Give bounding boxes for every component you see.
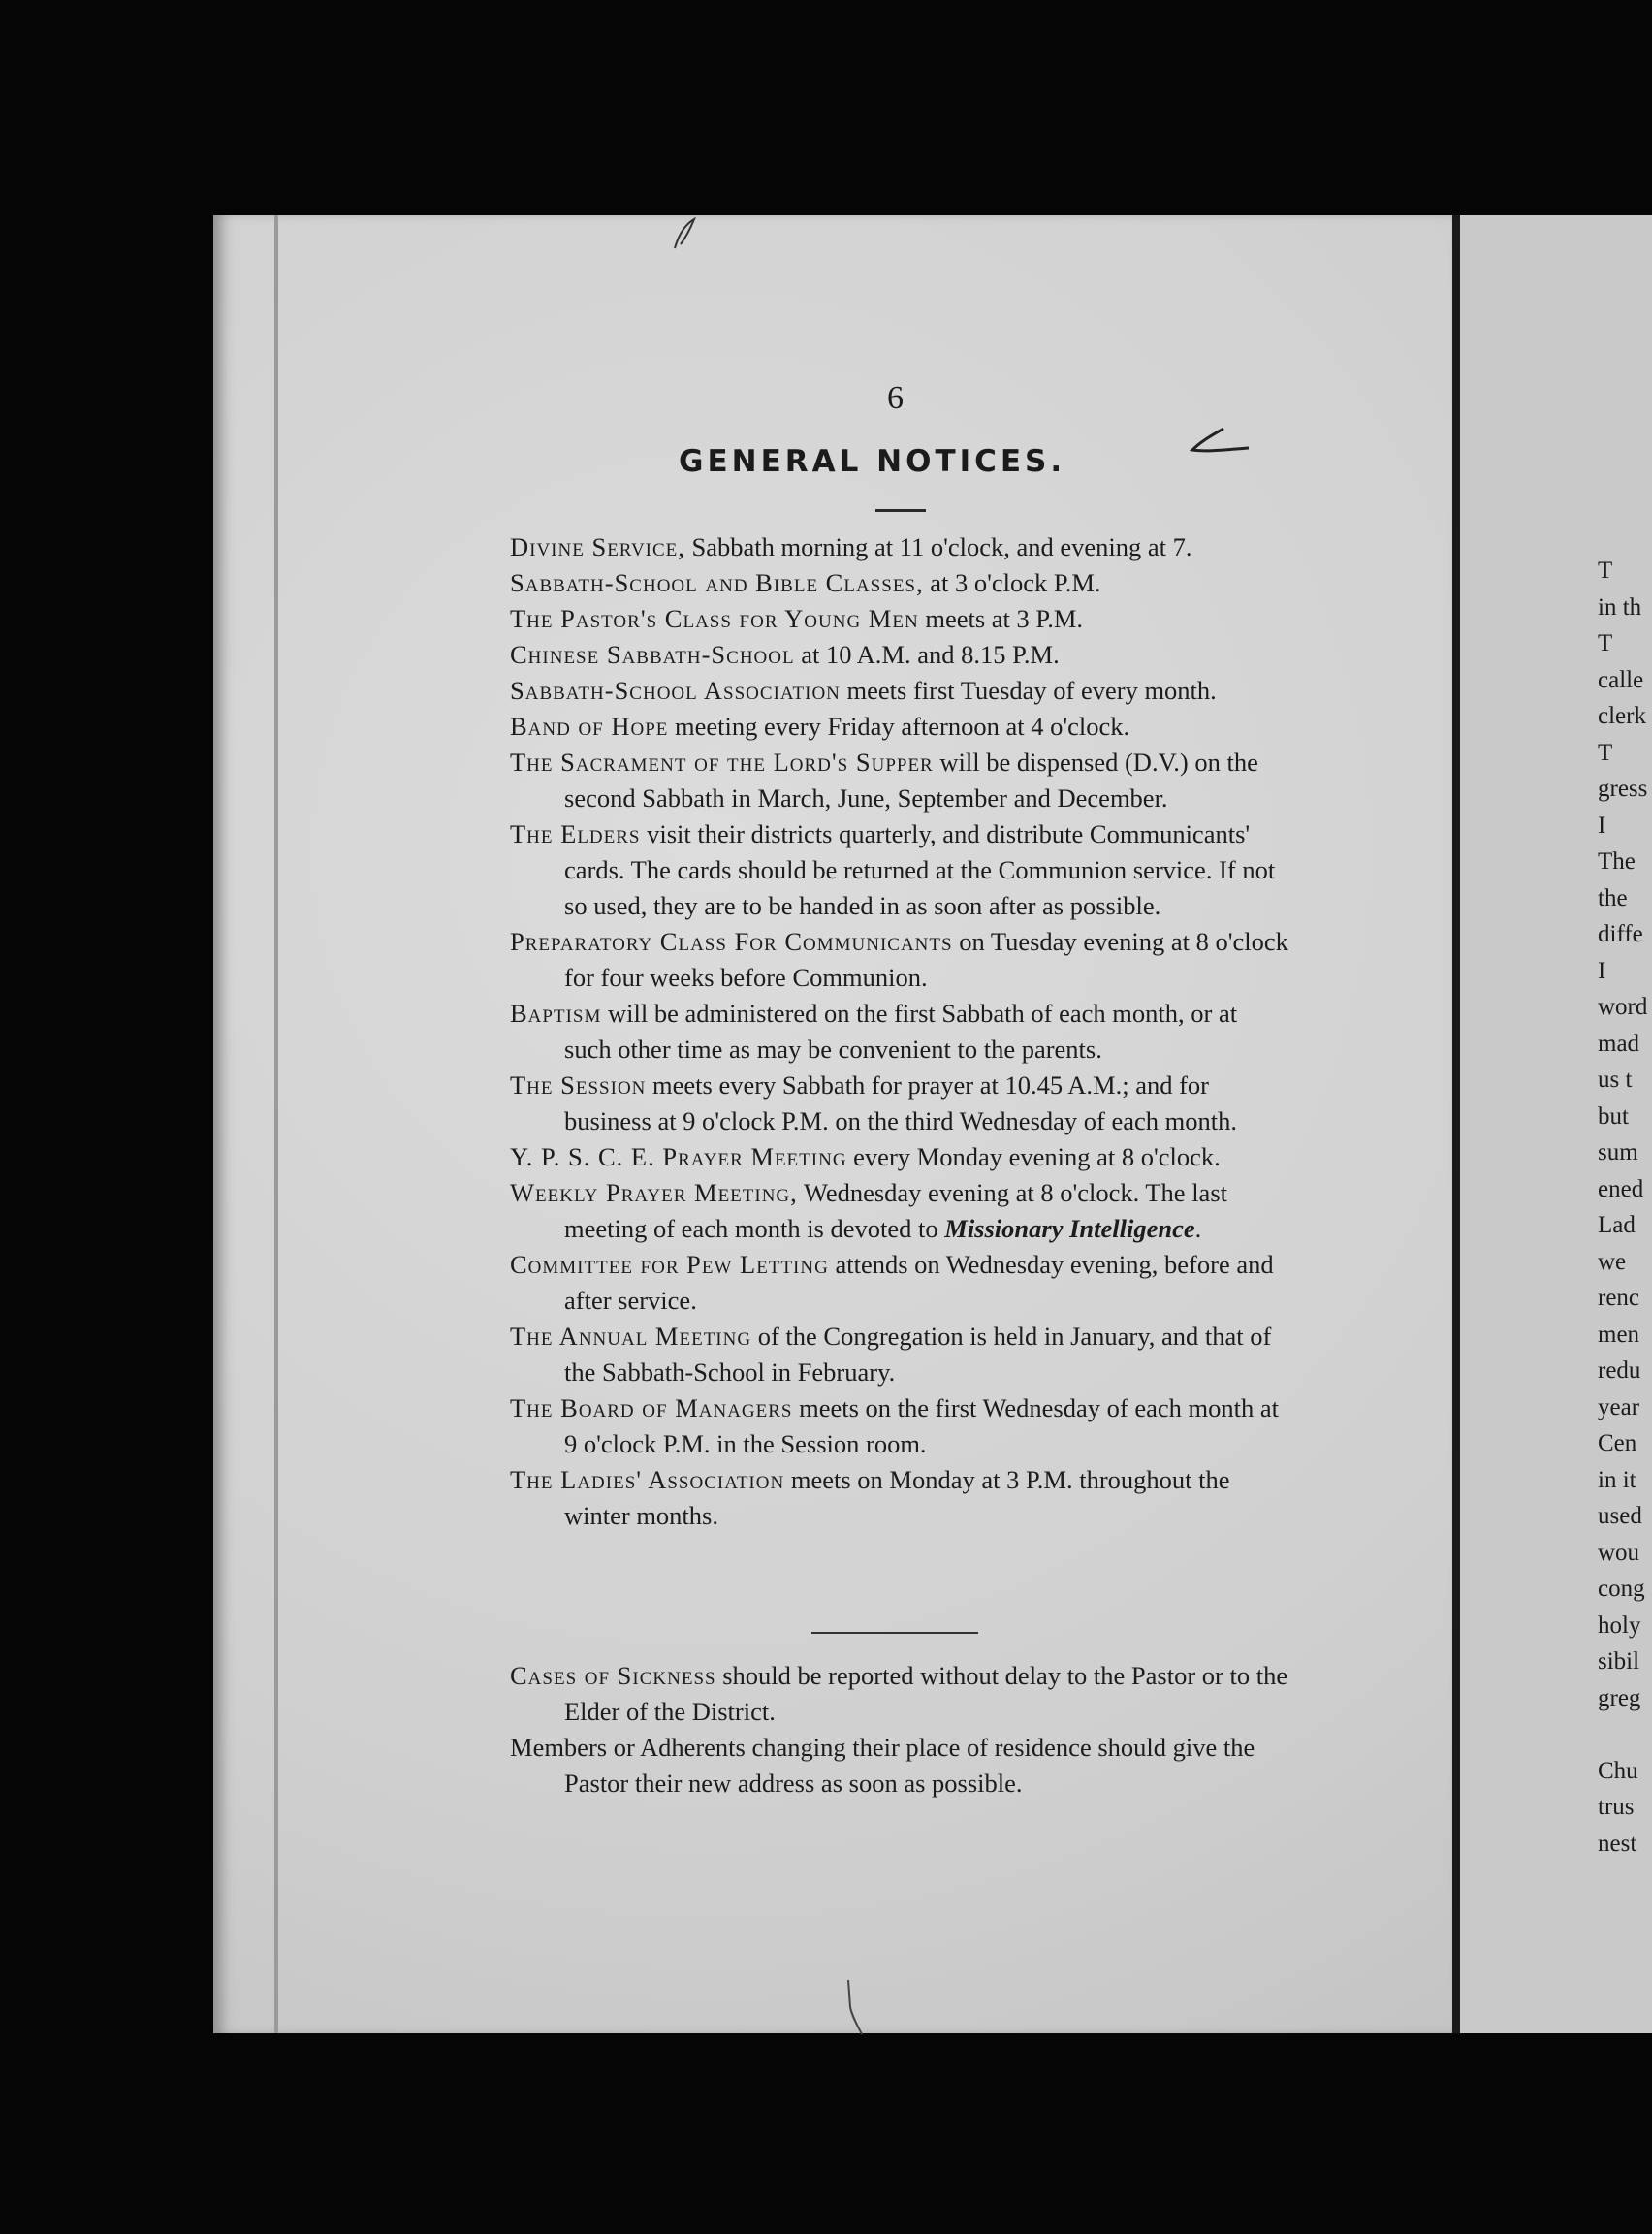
facing-page-line xyxy=(1598,1716,1652,1753)
facing-page-line: redu xyxy=(1598,1357,1641,1384)
notice-item xyxy=(510,1247,1290,1319)
section-divider xyxy=(811,1632,978,1634)
facing-page-line: the xyxy=(1598,884,1628,911)
facing-page-line: wou xyxy=(1598,1539,1640,1566)
notice-heading: Band of Hope xyxy=(510,712,669,741)
facing-page-line: calle xyxy=(1598,666,1644,693)
notice-text: meets first Tuesday of every month. xyxy=(840,676,1217,705)
notice-heading: Chinese Sabbath-School xyxy=(510,640,795,669)
notice-heading: Y. P. S. C. E. Prayer Meeting xyxy=(510,1142,847,1171)
facing-page-line: word xyxy=(1598,994,1648,1020)
notice-item xyxy=(510,1730,1290,1802)
facing-page-line: men xyxy=(1598,1321,1640,1348)
facing-page-line: but xyxy=(1598,1102,1629,1130)
facing-page-line: holy xyxy=(1598,1612,1641,1639)
facing-page-line: greg xyxy=(1598,1684,1641,1711)
notice-item xyxy=(510,1068,1290,1139)
notice-heading: The Elders xyxy=(510,819,641,848)
facing-page-line: year xyxy=(1598,1393,1640,1420)
notice-text: Members or Adherents changing their place of residence should give the Pastor their new address as soon as possible. xyxy=(510,1733,1255,1798)
notice-text: should be reported without delay to the Pastor or to the Elder of the District. xyxy=(564,1661,1288,1726)
notice-text: Wednesday evening at 8 o'clock. The last meeting of each month is devoted to xyxy=(564,1178,1227,1243)
notice-text: on Tuesday evening at 8 o'clock for four weeks before Communion. xyxy=(564,927,1288,992)
facing-page-line: T xyxy=(1598,630,1613,656)
notice-heading: Weekly Prayer Meeting, xyxy=(510,1178,798,1207)
facing-page-line: Cen xyxy=(1598,1430,1637,1456)
notice-text: at 10 A.M. and 8.15 P.M. xyxy=(794,640,1060,669)
facing-page-line: clerk xyxy=(1598,703,1646,729)
facing-page-line: Lad xyxy=(1598,1212,1636,1238)
notices-list xyxy=(510,529,1290,1534)
page-gutter xyxy=(1452,215,1460,2033)
notice-heading: The Board of Managers xyxy=(510,1393,793,1422)
title-divider xyxy=(875,509,926,512)
footer-notices xyxy=(510,1658,1290,1802)
facing-page-line: in it xyxy=(1598,1466,1636,1493)
notice-item xyxy=(510,709,1290,745)
pencil-mark-top xyxy=(667,215,706,254)
notice-item xyxy=(510,996,1290,1068)
notice-text: meeting every Friday afternoon at 4 o'clock. xyxy=(668,712,1130,741)
facing-page-line: renc xyxy=(1598,1285,1640,1311)
notice-heading: Baptism xyxy=(510,999,602,1028)
notice-item xyxy=(510,1658,1290,1730)
notice-heading: Sabbath-School and Bible Classes, xyxy=(510,568,924,597)
notice-heading: The Ladies' Association xyxy=(510,1465,785,1494)
notice-item xyxy=(510,1390,1290,1462)
notice-text: Sabbath morning at 11 o'clock, and evening at 7. xyxy=(684,532,1192,561)
facing-page-line: we xyxy=(1598,1248,1627,1275)
page-binding-edge xyxy=(274,215,278,2033)
facing-page-text xyxy=(1598,553,1652,1862)
facing-page-line: Chu xyxy=(1598,1757,1638,1784)
notice-text: at 3 o'clock P.M. xyxy=(923,568,1101,597)
notice-item xyxy=(510,529,1290,565)
notice-text: meets at 3 P.M. xyxy=(918,604,1084,633)
notice-tail: . xyxy=(1194,1214,1202,1243)
notice-heading: Sabbath-School Association xyxy=(510,676,841,705)
notice-text: will be administered on the first Sabbath of each month, or at such other time as may be convenient to the parents. xyxy=(564,999,1238,1064)
notice-item xyxy=(510,637,1290,673)
notice-text: will be dispensed (D.V.) on the second Sabbath in March, June, September and December. xyxy=(564,748,1258,813)
facing-page-line: gress xyxy=(1598,776,1648,802)
notice-heading: Committee for Pew Letting xyxy=(510,1250,829,1279)
notice-emphasis: Missionary Intelligence xyxy=(944,1214,1195,1243)
notice-heading: The Session xyxy=(510,1070,647,1100)
notice-text: meets on Monday at 3 P.M. throughout the winter months. xyxy=(564,1465,1230,1530)
facing-page-line: cong xyxy=(1598,1576,1645,1602)
notice-item xyxy=(510,673,1290,709)
pencil-mark-bottom xyxy=(837,1978,866,2036)
notice-item xyxy=(510,816,1290,924)
notice-heading: The Pastor's Class for Young Men xyxy=(510,604,919,633)
notice-text: meets every Sabbath for prayer at 10.45 A.M.; and for business at 9 o'clock P.M. on the third Wednesday of each month. xyxy=(564,1070,1237,1135)
notice-heading: The Sacrament of the Lord's Supper xyxy=(510,748,934,777)
notice-text: visit their districts quarterly, and distribute Communicants' cards. The cards should be returned at the Communion service. If not so used, they are to be handed in as soon after as possible. xyxy=(564,819,1276,920)
notice-heading: Cases of Sickness xyxy=(510,1661,716,1690)
facing-page-line: nest xyxy=(1598,1830,1637,1857)
facing-page-line: sum xyxy=(1598,1139,1638,1165)
notice-heading: Divine Service, xyxy=(510,532,685,561)
notice-item xyxy=(510,1175,1290,1247)
facing-page-line: T xyxy=(1598,558,1613,584)
notice-text: meets on the first Wednesday of each month at 9 o'clock P.M. in the Session room. xyxy=(564,1393,1279,1458)
facing-page-line: ened xyxy=(1598,1175,1644,1202)
notice-text: of the Congregation is held in January, and that of the Sabbath-School in February. xyxy=(564,1322,1272,1387)
facing-page-line: sibil xyxy=(1598,1648,1640,1675)
notice-item xyxy=(510,601,1290,637)
notice-item xyxy=(510,924,1290,996)
facing-page-line: T xyxy=(1598,739,1613,766)
facing-page-line: I xyxy=(1598,812,1606,839)
handwritten-mark xyxy=(1185,425,1253,463)
notice-item xyxy=(510,1319,1290,1390)
facing-page-line: in th xyxy=(1598,593,1642,621)
facing-page-line: mad xyxy=(1598,1030,1640,1057)
facing-page-line: us t xyxy=(1598,1067,1633,1093)
notice-heading: Preparatory Class For Communicants xyxy=(510,927,953,956)
page-title: GENERAL NOTICES. xyxy=(679,444,1066,479)
facing-page-line: I xyxy=(1598,957,1606,984)
facing-page-line: diffe xyxy=(1598,921,1643,947)
facing-page-line: used xyxy=(1598,1503,1642,1529)
notice-item xyxy=(510,745,1290,816)
notice-item xyxy=(510,1462,1290,1534)
page-number: 6 xyxy=(887,380,904,416)
notice-heading: The Annual Meeting xyxy=(510,1322,752,1351)
notice-item xyxy=(510,1139,1290,1175)
notice-item xyxy=(510,565,1290,601)
notice-text: every Monday evening at 8 o'clock. xyxy=(846,1142,1221,1171)
facing-page-line: trus xyxy=(1598,1794,1635,1820)
facing-page-line: The xyxy=(1598,848,1636,875)
notice-text: attends on Wednesday evening, before and after service. xyxy=(564,1250,1274,1315)
